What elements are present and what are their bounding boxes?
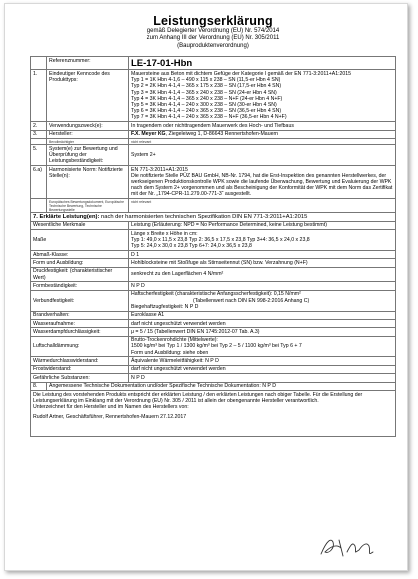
section-8-number: 8. bbox=[31, 382, 47, 390]
row-value: Hohlblocksteine mit Stoßfuge als Stirnseitennut (SN) bzw. Verzahnung (N+F) bbox=[129, 259, 396, 267]
section-3-label: Hersteller: bbox=[47, 130, 129, 138]
row-value: Äquivalente Wärmeleitfähigkeit: N P D bbox=[129, 357, 396, 365]
section-1-row bbox=[31, 70, 396, 122]
section-6b-label: Europäisches Bewertungsdokument, Europäische Technische Bewertung, Technische Bewertungsstelle bbox=[47, 199, 129, 213]
declaration-footer bbox=[31, 391, 396, 437]
row-label: Brandverhalten: bbox=[31, 311, 129, 319]
section-5-number: 5. bbox=[31, 145, 47, 166]
section-5-row bbox=[31, 145, 396, 166]
section-2-label: Verwendungszweck(e): bbox=[47, 122, 129, 130]
table-row bbox=[31, 336, 396, 357]
row-value-line: Form und Ausbildung: siehe oben bbox=[131, 349, 209, 356]
product-type-7: Typ 7 = 3K Hbn 4-1,4 – 240 x 365 x 238 – N+F (36,5-er Hbn 4 N+F) bbox=[131, 114, 287, 121]
product-intro: Mauersteine aus Beton mit dichtem Gefüge der Kategorie I gemäß der EN 771-3:2011+A1:2015 bbox=[131, 71, 352, 77]
section-6a-number: 6.a) bbox=[31, 165, 47, 198]
notified-body-text: Die notifizierte Stelle PÜZ BAU GmbH, NB-Nr. 1794, hat die Erst-Inspektion des genannten Herstellwerkes, der werkseigenen Produktionskontrolle WPK sowie die laufende Überwachung, Bewertung und Evaluierung der WPK nach dem System 2+ vorgenommen und als Bescheinigung der Konformität der WPK mit dem Norm das Zertifikat mit der Nr. „1794-CPR-11.279.00-771-3“ ausgestellt. bbox=[131, 172, 393, 198]
regulation-line-1: gemäß Delegierter Verordnung (EU) Nr. 574/2014 bbox=[146, 28, 280, 34]
section-1-number: 1. bbox=[31, 70, 47, 122]
row-label: Maße bbox=[31, 230, 129, 251]
row-value bbox=[129, 230, 396, 251]
product-type-3: Typ 3 = 3K Hbn 4-1,4 – 365 x 240 x 238 – SN (24-er Hbn 4 SN) bbox=[131, 89, 277, 96]
table-row bbox=[31, 365, 396, 373]
authorised-representative-label: Bevollmächtigter bbox=[47, 139, 129, 145]
row-value: N P D bbox=[129, 282, 396, 290]
section-7-number: 7. bbox=[33, 213, 38, 220]
section-1-label: Eindeutiger Kenncode des Produkttyps: bbox=[47, 70, 129, 122]
section-2-number: 2. bbox=[31, 122, 47, 130]
table-row bbox=[31, 250, 396, 258]
avcp-system: System 2+ bbox=[129, 145, 396, 166]
row-value-line: 1500 kg/m³ bei Typ 1 / 1300 kg/m³ bei Typ 2 – 5 / 1100 kg/m³ bei Typ 6 + 7 bbox=[131, 343, 302, 350]
essential-characteristics-header: Wesentliche Merkmale bbox=[31, 221, 129, 229]
product-type-2: Typ 2 = 2K Hbn 4-1,4 – 365 x 175 x 238 – SN (17,5-er Hbn 4 SN) bbox=[131, 83, 282, 90]
row-value: N P D bbox=[129, 374, 396, 382]
section-7-header-row bbox=[31, 213, 396, 221]
authorised-representative-value: nicht relevant bbox=[129, 139, 396, 145]
section-7-heading bbox=[31, 213, 396, 221]
footer-signed-on-behalf: Unterzeichnet für den Hersteller und im Namen des Herstellers von: bbox=[33, 404, 189, 411]
manufacturer-name: F.X. Meyer KG bbox=[131, 131, 166, 138]
table-row bbox=[31, 319, 396, 327]
reference-label: Referenznummer: bbox=[47, 57, 129, 70]
table-row bbox=[31, 357, 396, 365]
row-label: Gefährliche Substanzen: bbox=[31, 374, 129, 382]
row-label: Formbeständigkeit: bbox=[31, 282, 129, 290]
row-value-line: Typ 5: 24,0 x 30,0 x 23,8 Typ 6+7: 24,0 x 36,5 x 23,8 bbox=[131, 243, 252, 250]
manufacturer-address: , Ziegeleiweg 1, D-86643 Rennertshofen-Mauern bbox=[165, 131, 279, 138]
footer-statement: Die Leistung des vorstehenden Produkts entspricht der erklärten Leistung / den erklärten Leistungen nach obiger Tabelle. Für die Erstellung der Leistungserklärung im Einklang mit der Verordnung (EU) Nr. 305 / 2011 ist allein der obengenannte Hersteller verantwortlich. bbox=[33, 391, 363, 404]
section-3-number: 3. bbox=[31, 130, 47, 138]
footer-row bbox=[31, 391, 396, 437]
section-7-subtitle: nach der harmonisierten technischen Spezifikation DIN EN 771-3:2011+A1:2015 bbox=[99, 213, 308, 220]
row-label: Abmaß-Klasse: bbox=[31, 250, 129, 258]
section-2-row bbox=[31, 122, 396, 130]
table-row bbox=[31, 230, 396, 251]
table-row bbox=[31, 311, 396, 319]
performance-column-headers bbox=[31, 221, 396, 229]
row-label: Druckfestigkeit: (charakteristischer Wert) bbox=[31, 267, 129, 282]
row-value-line: Biegehaftzugfestigkeit: N P D bbox=[131, 303, 199, 310]
row-label: Wasserdampfdurchlässigkeit: bbox=[31, 328, 129, 336]
reference-row bbox=[31, 57, 396, 70]
row-value: Euroklasse A1 bbox=[129, 311, 396, 319]
row-value-line: Typ 1: 49,0 x 11,5 x 23,8 Typ 2: 36,5 x 17,5 x 23,8 Typ 3+4: 36,5 x 24,0 x 23,8 bbox=[131, 236, 310, 243]
regulation-line-2: zum Anhang III der Verordnung (EU) Nr. 305/2011 bbox=[146, 35, 280, 42]
table-row bbox=[31, 259, 396, 267]
section-7-title: Erklärte Leistung(en): bbox=[39, 213, 100, 220]
declaration-table bbox=[30, 56, 396, 437]
row-label: Wasseraufnahme: bbox=[31, 319, 129, 327]
document-header bbox=[30, 14, 396, 50]
section-6b-row bbox=[31, 199, 396, 213]
document-content bbox=[30, 4, 396, 437]
harmonised-standard: EN 771-3:2011+A1:2015 bbox=[131, 166, 188, 173]
reference-number: LE-17-01-Hbn bbox=[129, 57, 396, 70]
manufacturer bbox=[129, 130, 396, 138]
row-value-line: Länge x Breite x Höhe in cm: bbox=[131, 230, 198, 237]
section-6a-row bbox=[31, 165, 396, 198]
performance-header: Leistung (Erläuterung: NPD = No Performance Determined, keine Leistung bestimmt) bbox=[129, 221, 396, 229]
row-value bbox=[129, 290, 396, 311]
product-type-list bbox=[129, 70, 396, 122]
section-6b-value: nicht relevant bbox=[129, 199, 396, 213]
product-type-6: Typ 6 = 3K Hbn 4-1,4 – 240 x 365 x 238 – SN (36,5-er Hbn 4 SN) bbox=[131, 108, 282, 115]
footer-signatory: Rudolf Artner, Geschäftsführer, Rennertshofen-Mauern 27.12.2017 bbox=[33, 414, 187, 421]
row-label: Verbundfestigkeit: bbox=[31, 290, 129, 311]
product-type-4: Typ 4 = 3K Hbn 4-1,4 – 365 x 240 x 238 – N+F (24-er Hbn 4 N+F) bbox=[131, 95, 283, 102]
handwritten-signature bbox=[317, 534, 377, 560]
row-value: darf nicht ungeschützt verwendet werden bbox=[129, 319, 396, 327]
table-row bbox=[31, 290, 396, 311]
intended-use: In tragendem oder nichttragendem Mauerwerk des Hoch- und Tiefbaus bbox=[129, 122, 396, 130]
section-6a-label: Harmonisierte Norm: Notifizierte Stelle(n): bbox=[47, 165, 129, 198]
table-row bbox=[31, 328, 396, 336]
table-row bbox=[31, 282, 396, 290]
row-label: Form und Ausbildung: bbox=[31, 259, 129, 267]
row-label: Luftschalldämmung: bbox=[31, 336, 129, 357]
row-value-line: Haftscherfestigkeit (charakteristische Anfangsscherfestigkeit): 0,15 N/mm² bbox=[131, 291, 301, 298]
document-title: Leistungserklärung bbox=[153, 14, 273, 28]
row-value: senkrecht zu den Lagerflächen 4 N/mm² bbox=[129, 267, 396, 282]
row-value bbox=[129, 336, 396, 357]
row-value: D 1 bbox=[129, 250, 396, 258]
section-5-label: System(e) zur Bewertung und Überprüfung der Leistungsbeständigkeit: bbox=[47, 145, 129, 166]
document-page bbox=[4, 3, 408, 571]
section-8-text: Angemessene Technische Dokumentation und/oder Spezifische Technische Dokumentation: N P D bbox=[47, 382, 396, 390]
product-type-5: Typ 5 = 3K Hbn 4-1,4 – 240 x 300 x 238 – SN (30-er Hbn 4 SN) bbox=[131, 102, 277, 109]
regulation-line-3: (Bauproduktenverordnung) bbox=[177, 42, 249, 49]
table-row bbox=[31, 374, 396, 382]
row-value-line: Brutto-Trockenrohdichte (Mittelwerte): bbox=[131, 337, 218, 344]
table-row bbox=[31, 267, 396, 282]
row-value: darf nicht ungeschützt verwendet werden bbox=[129, 365, 396, 373]
section-8-row bbox=[31, 382, 396, 390]
section-3-row bbox=[31, 130, 396, 138]
product-type-1: Typ 1 = 1K Hbn 4-1,6 – 490 x 115 x 238 – SN (11,5-er Hbn 4 SN) bbox=[131, 77, 281, 84]
row-label: Wärmedurchlasswiderstand: bbox=[31, 357, 129, 365]
row-value-line: (Tabellenwert nach DIN EN 998-2:2016 Anhang C) bbox=[131, 297, 310, 304]
row-label: Frostwiderstand: bbox=[31, 365, 129, 373]
row-value: μ = 5 / 15 (Tabellenwert DIN EN 1745:2012-07 Tab. A.3) bbox=[129, 328, 396, 336]
notified-body bbox=[129, 165, 396, 198]
